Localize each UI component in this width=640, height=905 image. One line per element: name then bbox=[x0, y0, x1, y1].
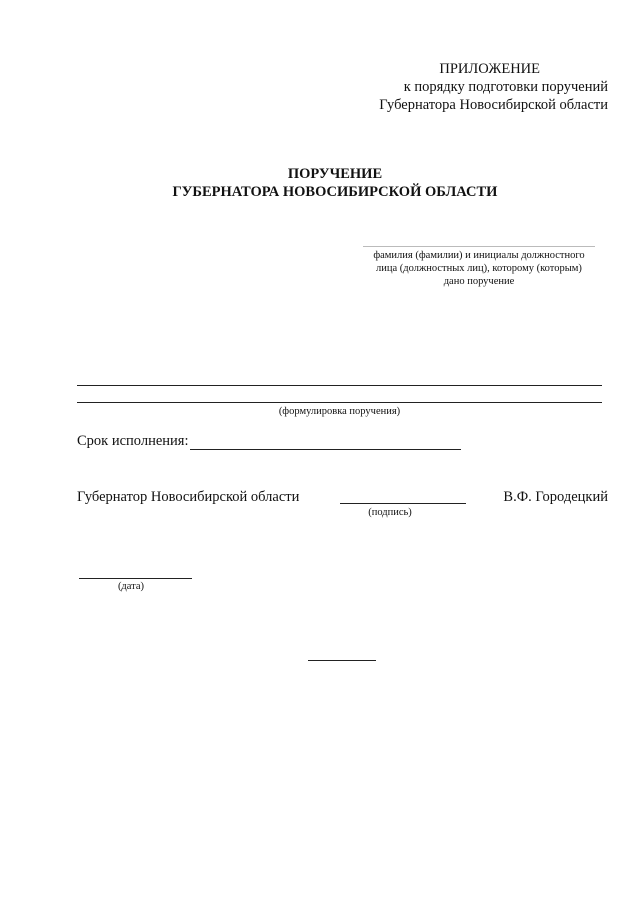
deadline-blank-line bbox=[190, 434, 461, 450]
governor-name: В.Ф. Городецкий bbox=[503, 489, 608, 505]
appendix-line-2: Губернатора Новосибирской области bbox=[379, 97, 608, 113]
deadline-row bbox=[77, 432, 461, 450]
document-title-line-1: ПОРУЧЕНИЕ bbox=[287, 166, 383, 182]
addressee-caption bbox=[355, 249, 603, 288]
addressee-caption-line-1: фамилия (фамилии) и инициалы должностного bbox=[373, 250, 585, 261]
deadline-label: Срок исполнения: bbox=[77, 433, 189, 449]
wording-caption: (формулировка поручения) bbox=[278, 406, 401, 417]
addressee-caption-line-3: дано поручение bbox=[443, 276, 515, 287]
appendix-title: ПРИЛОЖЕНИЕ bbox=[439, 61, 540, 77]
appendix-line-1: к порядку подготовки поручений bbox=[403, 79, 608, 95]
addressee-line bbox=[363, 246, 595, 247]
signature-line bbox=[340, 503, 466, 504]
date-caption: (дата) bbox=[117, 581, 145, 592]
end-separator-line bbox=[308, 660, 376, 661]
addressee-caption-line-2: лица (должностных лиц), которому (которым) bbox=[376, 263, 582, 274]
governor-position: Губернатор Новосибирской области bbox=[77, 489, 300, 505]
signature-caption: (подпись) bbox=[368, 507, 412, 518]
date-line bbox=[79, 578, 192, 579]
appendix-header bbox=[379, 60, 608, 114]
wording-line-1 bbox=[77, 385, 602, 386]
wording-line-2 bbox=[77, 402, 602, 403]
document-title-line-2: ГУБЕРНАТОРА НОВОСИБИРСКОЙ ОБЛАСТИ bbox=[172, 184, 498, 200]
document-title bbox=[0, 165, 640, 201]
